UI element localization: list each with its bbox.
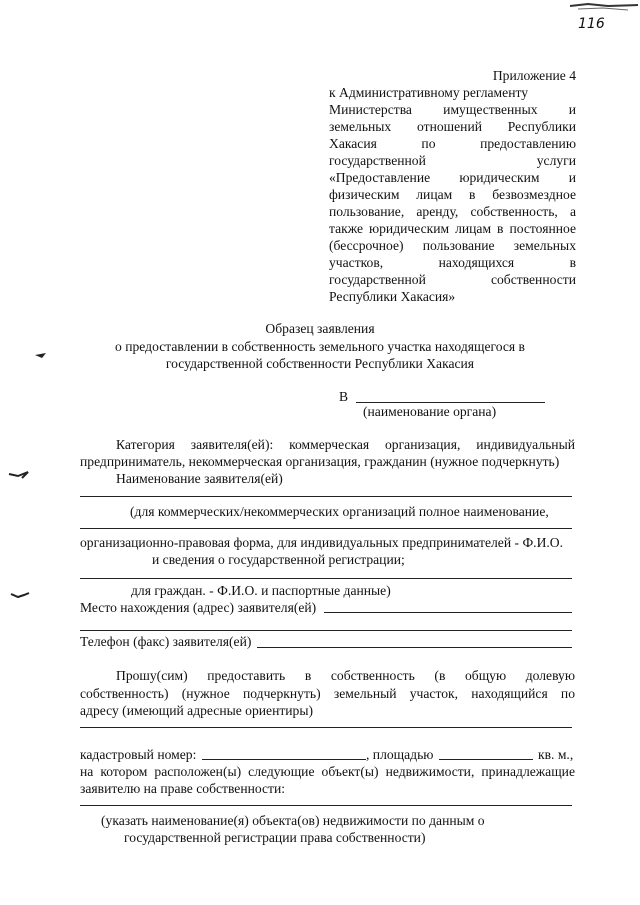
applicant-name-field-line-3[interactable]	[80, 578, 572, 579]
appendix-line: «Предоставление юридическим и	[329, 170, 576, 185]
request-line: собственность) (нужное подчеркнуть) земельный участок, находящийся по	[80, 686, 575, 701]
appendix-line: государственной услуги	[329, 153, 576, 168]
applicant-name-field-line-2[interactable]	[80, 528, 572, 529]
addressee-prefix: В	[339, 389, 349, 404]
appendix-line: земельных отношений Республики	[329, 119, 576, 134]
hint-registration: и сведения о государственной регистрации;	[152, 552, 405, 567]
form-heading-subtitle: о предоставлении в собственность земельного участка находящегося в	[115, 339, 525, 354]
objects-line: на котором расположен(ы) следующие объект(ы) недвижимости, принадлежащие	[80, 764, 575, 779]
hint-legal-form: организационно-правовая форма, для индивидуальных предпринимателей - Ф.И.О.	[80, 535, 564, 550]
scan-margin-mark	[10, 590, 30, 600]
location-field-line[interactable]	[324, 612, 572, 613]
hint-commercial: (для коммерческих/некоммерческих организаций полное наименование,	[130, 504, 549, 519]
cadastral-number-field-line[interactable]	[202, 759, 366, 760]
scan-margin-mark	[8, 470, 30, 480]
addressee-caption: (наименование органа)	[363, 404, 497, 419]
location-label: Место нахождения (адрес) заявителя(ей)	[80, 600, 317, 615]
area-label: , площадью	[366, 747, 434, 762]
form-heading-title: Образец заявления	[265, 321, 375, 336]
appendix-line: пользование, аренду, собственность, а	[329, 204, 576, 219]
appendix-line: (бессрочное) пользование земельных	[329, 238, 576, 253]
objects-line: заявителю на праве собственности:	[80, 781, 286, 796]
appendix-block	[329, 67, 576, 305]
category-line: предприниматель, некоммерческая организация, гражданин (нужное подчеркнуть)	[80, 454, 560, 469]
appendix-line: Республики Хакасия»	[329, 289, 456, 304]
phone-label: Телефон (факс) заявителя(ей)	[80, 634, 252, 649]
area-unit: кв. м.,	[538, 747, 574, 762]
applicant-name-field-line[interactable]	[80, 496, 572, 497]
objects-hint: (указать наименование(я) объекта(ов) недвижимости по данным о	[101, 813, 485, 828]
appendix-line: государственной собственности	[329, 272, 576, 287]
category-line: Категория заявителя(ей): коммерческая организация, индивидуальный	[116, 437, 575, 452]
area-field-line[interactable]	[439, 759, 533, 760]
request-line: Прошу(сим) предоставить в собственность (в общую долевую	[116, 668, 575, 683]
appendix-line: также юридическим лицам в постоянное	[329, 221, 576, 236]
appendix-line: к Административному регламенту	[329, 85, 529, 100]
appendix-line: участков, находящихся в	[329, 255, 576, 270]
phone-field-line[interactable]	[257, 647, 572, 648]
hint-citizens: для граждан. - Ф.И.О. и паспортные данные)	[131, 583, 391, 598]
cadastral-label: кадастровый номер:	[80, 747, 197, 762]
scan-margin-mark	[34, 350, 50, 360]
page-number: 116	[578, 16, 605, 32]
objects-hint: государственной регистрации права собственности)	[124, 830, 426, 845]
scan-edge-mark	[568, 0, 640, 14]
appendix-line: Хакасия по предоставлению	[329, 136, 576, 151]
applicant-name-label: Наименование заявителя(ей)	[116, 471, 283, 486]
request-line: адресу (имеющий адресные ориентиры)	[80, 703, 314, 718]
form-heading-subtitle-2: государственной собственности Республики Хакасия	[165, 356, 475, 371]
objects-field-line[interactable]	[80, 805, 572, 806]
land-address-field-line[interactable]	[80, 727, 572, 728]
appendix-title: Приложение 4	[492, 68, 576, 83]
location-field-line-2[interactable]	[80, 630, 572, 631]
appendix-line: физическим лицам в безвозмездное	[329, 187, 576, 202]
appendix-line: Министерства имущественных и	[329, 102, 576, 117]
